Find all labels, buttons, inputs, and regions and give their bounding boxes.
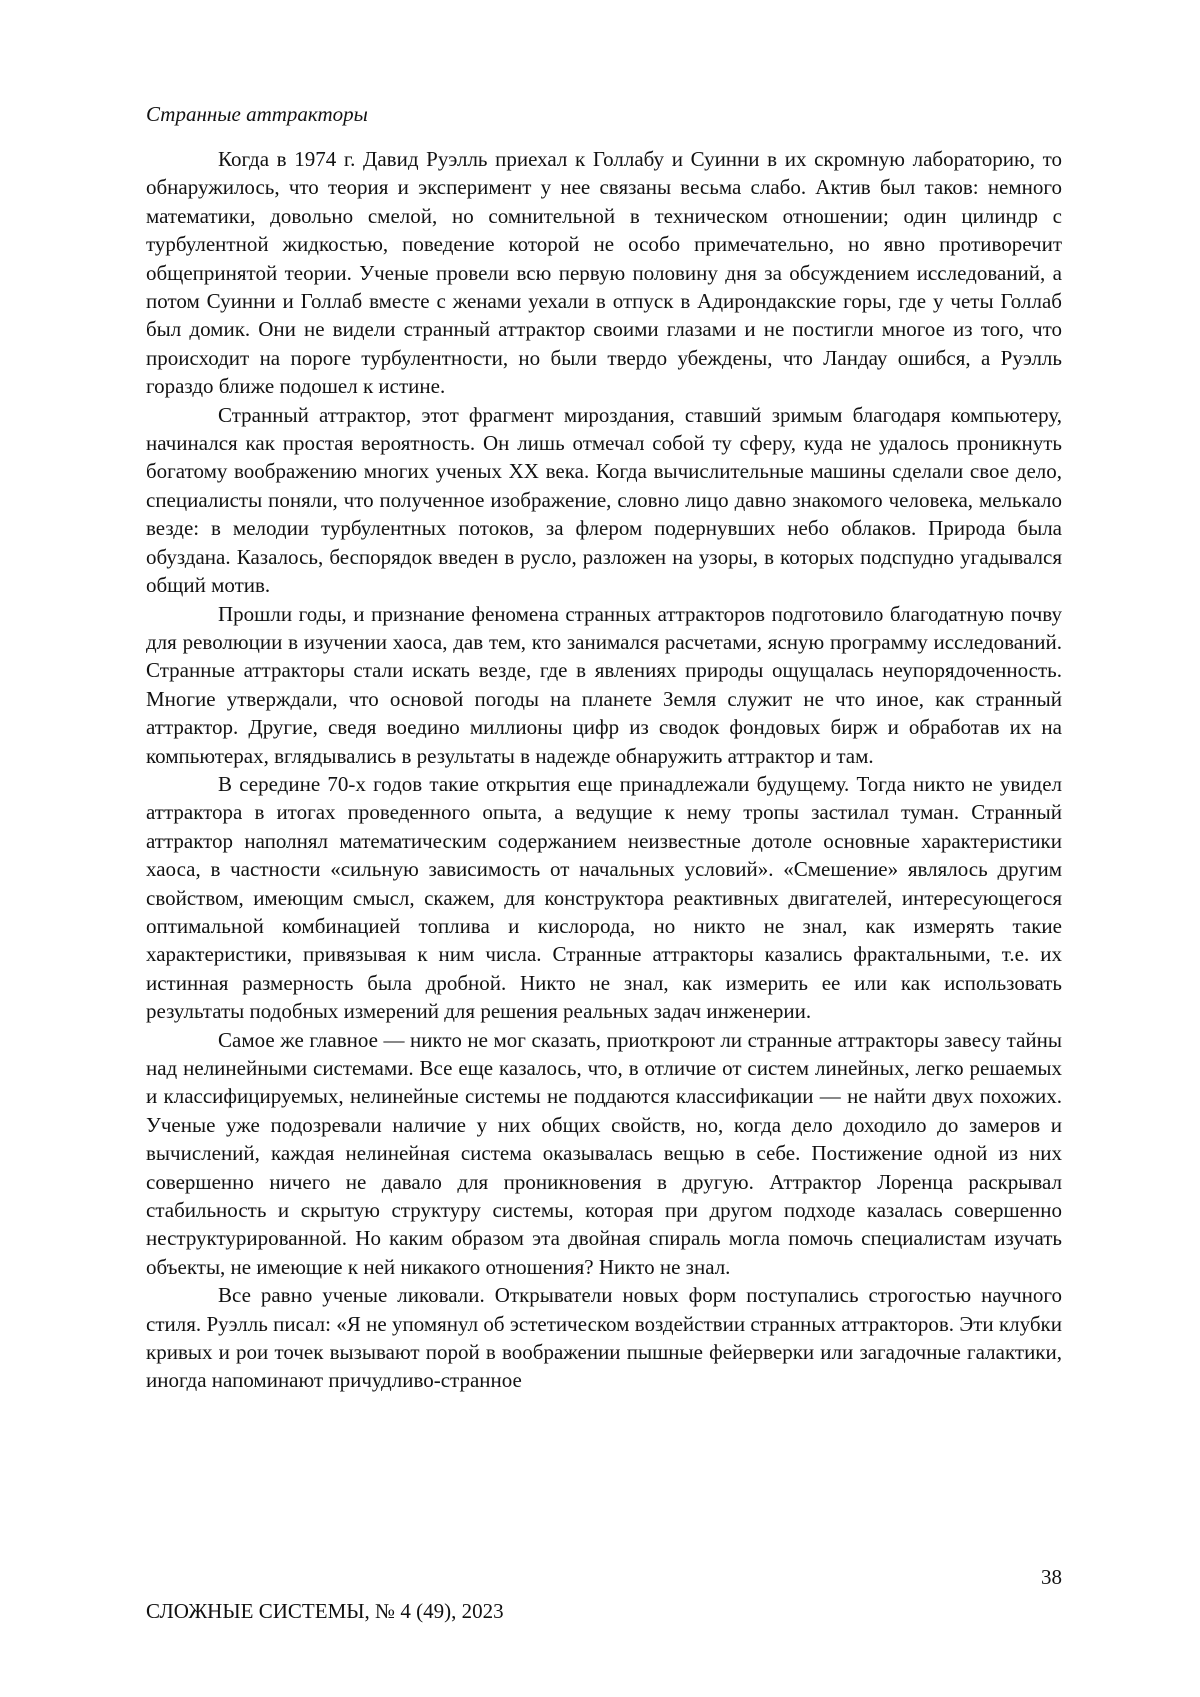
paragraph: Когда в 1974 г. Давид Руэлль приехал к Голлабу и Суинни в их скромную лабораторию, то обнаружилось, что теория и эксперимент у нее связаны весьма слабо. Актив был таков: немного математики, довольно смелой, но сомнительной в техническом отношении; один цилиндр с турбулентной жидкостью, поведение которой не особо примечательно, но явно противоречит общепринятой теории. Ученые провели всю первую половину дня за обсуждением исследований, а потом Суинни и Голлаб вместе с женами уехали в отпуск в Адирондакские горы, где у четы Голлаб был домик. Они не видели странный аттрактор своими глазами и не постигли многое из того, что происходит на пороге турбулентности, но были твердо убеждены, что Ландау ошибся, а Руэлль гораздо ближе подошел к истине. xyxy=(146,145,1062,401)
paragraph: Все равно ученые ликовали. Открыватели новых форм поступались строгостью научного стиля. Руэлль писал: «Я не упомянул об эстетическом воздействии странных аттракторов. Эти клубки кривых и рои точек вызывают порой в воображении пышные фейерверки или загадочные галактики, иногда напоминают причудливо-странное xyxy=(146,1281,1062,1395)
paragraph: Странный аттрактор, этот фрагмент мироздания, ставший зримым благодаря компьютеру, начинался как простая вероятность. Он лишь отмечал собой ту сферу, куда не удалось проникнуть богатому воображению многих ученых XX века. Когда вычислительные машины сделали свое дело, специалисты поняли, что полученное изображение, словно лицо давно знакомого человека, мелькало везде: в мелодии турбулентных потоков, за флером подернувших небо облаков. Природа была обуздана. Казалось, беспорядок введен в русло, разложен на узоры, в которых подспудно угадывался общий мотив. xyxy=(146,401,1062,600)
paragraph: В середине 70-х годов такие открытия еще принадлежали будущему. Тогда никто не увидел аттрактора в итогах проведенного опыта, а ведущие к нему тропы застилал туман. Странный аттрактор наполнял математическим содержанием неизвестные дотоле основные характеристики хаоса, в частности «сильную зависимость от начальных условий». «Смешение» являлось другим свойством, имеющим смысл, скажем, для конструктора реактивных двигателей, интересующегося оптимальной комбинацией топлива и кислорода, но никто не знал, как измерять такие характеристики, привязывая к ним числа. Странные аттракторы казались фрактальными, т.е. их истинная размерность была дробной. Никто не знал, как измерить ее или как использовать результаты подобных измерений для решения реальных задач инженерии. xyxy=(146,770,1062,1026)
paragraph: Самое же главное — никто не мог сказать, приоткроют ли странные аттракторы завесу тайны над нелинейными системами. Все еще казалось, что, в отличие от систем линейных, легко решаемых и классифицируемых, нелинейные системы не поддаются классификации — не найти двух похожих. Ученые уже подозревали наличие у них общих свойств, но, когда дело доходило до замеров и вычислений, каждая нелинейная система оказывалась вещью в себе. Постижение одной из них совершенно ничего не давало для проникновения в другую. Аттрактор Лоренца раскрывал стабильность и скрытую структуру системы, которая при другом подходе казалась совершенно неструктурированной. Но каким образом эта двойная спираль могла помочь специалистам изучать объекты, не имеющие к ней никакого отношения? Никто не знал. xyxy=(146,1026,1062,1282)
page-number: 38 xyxy=(1041,1564,1062,1590)
section-title: Странные аттракторы xyxy=(146,100,1062,128)
journal-footer: СЛОЖНЫЕ СИСТЕМЫ, № 4 (49), 2023 xyxy=(146,1598,504,1624)
body-text xyxy=(146,145,1062,1395)
paragraph: Прошли годы, и признание феномена странных аттракторов подготовило благодатную почву для революции в изучении хаоса, дав тем, кто занимался расчетами, ясную программу исследований. Странные аттракторы стали искать везде, где в явлениях природы ощущалась неупорядоченность. Многие утверждали, что основой погоды на планете Земля служит не что иное, как странный аттрактор. Другие, сведя воедино миллионы цифр из сводок фондовых бирж и обработав их на компьютерах, вглядывались в результаты в надежде обнаружить аттрактор и там. xyxy=(146,600,1062,770)
page-content xyxy=(146,100,1062,1395)
